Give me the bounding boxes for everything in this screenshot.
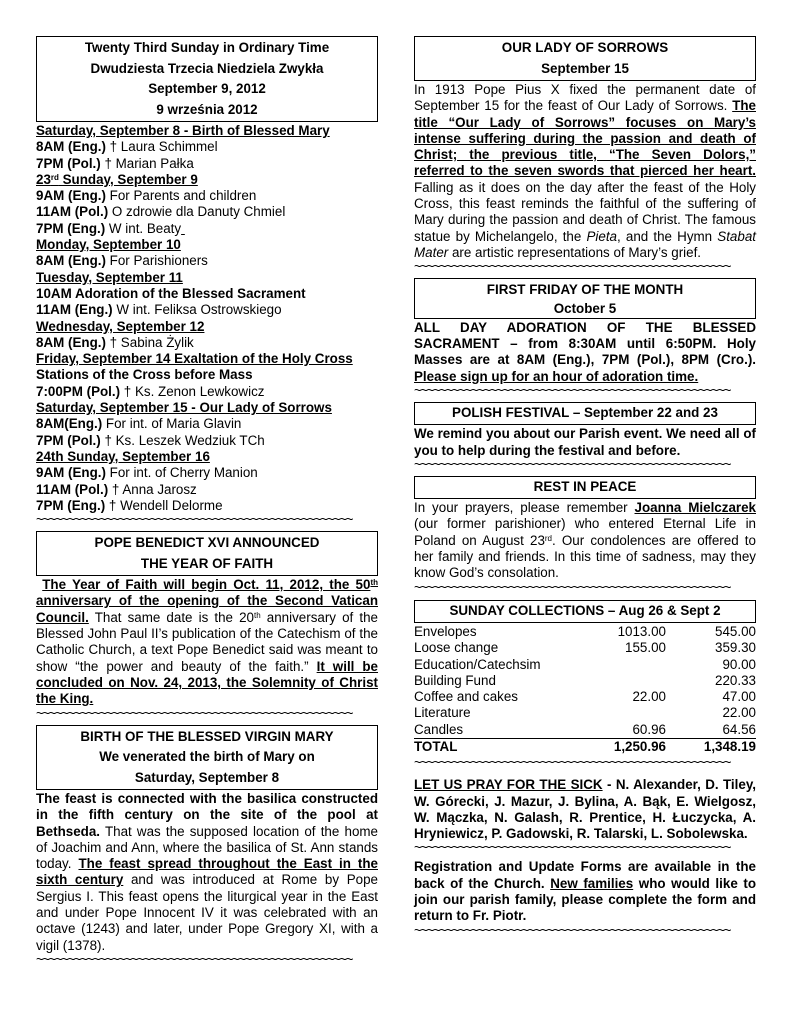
schedule-day-heading: Monday, September 10 <box>36 237 181 253</box>
collection-label: Coffee and cakes <box>414 689 518 705</box>
collection-label: Candles <box>414 722 578 739</box>
collection-amount: 22.00 <box>722 705 756 721</box>
right-column <box>414 36 756 942</box>
separator: ~~~~~~~~~~~~~~~~~~~~~~~~~~~~~~~~~~~~~~~~~~~~~~~~~~ <box>414 924 730 938</box>
rip-section-title: REST IN PEACE <box>414 476 756 499</box>
separator: ~~~~~~~~~~~~~~~~~~~~~~~~~~~~~~~~~~~~~~~~~~~~~~~~~~ <box>414 458 730 472</box>
collection-amount: 47.00 <box>722 689 756 705</box>
separator: ~~~~~~~~~~~~~~~~~~~~~~~~~~~~~~~~~~~~~~~~~~~~~~~~~~ <box>36 514 352 528</box>
separator: ~~~~~~~~~~~~~~~~~~~~~~~~~~~~~~~~~~~~~~~~~~~~~~~~~~ <box>414 842 730 856</box>
collections-section-title: SUNDAY COLLECTIONS – Aug 26 & Sept 2 <box>414 600 756 623</box>
rip-paragraph: In your prayers, please remember Joanna Mielczarek (our former parishioner) who entered Eternal Life in Poland on August 23rd. Our condolences are offered to her family and friends. In this time of sadness, may they know God’s consolation. <box>414 500 757 581</box>
schedule-day-heading: Friday, September 14 Exaltation of the Holy Cross <box>36 351 353 367</box>
collection-amount <box>578 657 666 673</box>
collection-amount: 60.96 <box>578 722 666 739</box>
collections-row <box>414 705 756 721</box>
collections-total-row: TOTAL 1,250.96 1,348.19 <box>414 739 756 754</box>
birth-section-title: BIRTH OF THE BLESSED VIRGIN MARY We venerated the birth of Mary on Saturday, September 8 <box>36 725 378 791</box>
friday-paragraph: ALL DAY ADORATION OF THE BLESSED SACRAMENT – from 8:30AM until 6:50PM. Holy Masses are at 8AM (Eng.), 7PM (Pol.), 8PM (Cro.). Please sign up for an hour of adoration time. <box>414 319 756 384</box>
collection-amount: 22.00 <box>632 689 666 705</box>
birth-paragraph: The feast is connected with the basilica constructed in the fifth century on the site of the pool at Bethseda. That was the supposed location of the home of Joachim and Ann, where the basilica of St. Ann stands today. The feast spread throughout the East in the sixth century and was introduced at Rome by Pope Sergius I. This feast opens the liturgical year in the East and under Pope Innocent IV it was celebrated with an octave (1243) and later, under Pope Gregory XI, with a vigil (1378). <box>36 791 378 953</box>
separator: ~~~~~~~~~~~~~~~~~~~~~~~~~~~~~~~~~~~~~~~~~~~~~~~~~~ <box>36 953 352 967</box>
festival-section-title: POLISH FESTIVAL – September 22 and 23 <box>414 402 756 425</box>
bulletin-header <box>36 36 378 122</box>
collection-label: Building Fund <box>414 672 496 688</box>
collections-row <box>414 657 756 673</box>
schedule-entry: 11AM (Pol.) O zdrowie dla Danuty Chmiel <box>36 204 286 220</box>
registration-paragraph: Registration and Update Forms are available in the back of the Church. New families who would like to join our parish family, please complete the form and return to Fr. Piotr. <box>414 859 756 924</box>
schedule-entry: 7PM (Pol.) † Ks. Leszek Wedziuk TCh <box>36 432 265 448</box>
friday-section-title: FIRST FRIDAY OF THE MONTH October 5 <box>414 278 756 319</box>
collection-label: Loose change <box>414 640 499 656</box>
collection-amount: 220.33 <box>715 672 756 688</box>
collection-amount <box>578 705 666 721</box>
schedule-entry: 10AM Adoration of the Blessed Sacrament <box>36 285 306 301</box>
pope-section-title: POPE BENEDICT XVI ANNOUNCED THE YEAR OF FAITH <box>36 531 378 576</box>
sorrows-paragraph: In 1913 Pope Pius X fixed the permanent date of September 15 for the feast of Our Lady of Sorrows. The title “Our Lady of Sorrows” focuses on Mary’s intense suffering during the passion and death of Christ; the previous title, “The Seven Dolors,” referred to the seven swords that pierced her heart. Falling as it does on the day after the feast of the Holy Cross, this feast reminds the faithful of the suffering of Mary during the passion and death of Christ. The famous statue by Michelangelo, the Pieta, and the Hymn Stabat Mater are artistic representations of Mary’s grief. <box>414 82 756 260</box>
header-title-polish: Dwudziesta Trzecia Niedziela Zwykła <box>90 60 324 76</box>
schedule-day-heading: Saturday, September 15 - Our Lady of Sorrows <box>36 400 332 416</box>
separator: ~~~~~~~~~~~~~~~~~~~~~~~~~~~~~~~~~~~~~~~~~~~~~~~~~~ <box>414 384 730 398</box>
collection-amount: 90.00 <box>722 656 756 672</box>
schedule-entry: 11AM (Eng.) W int. Feliksa Ostrowskiego <box>36 302 282 318</box>
collection-label: Literature <box>414 705 471 721</box>
collection-amount: 64.56 <box>666 722 756 739</box>
header-date: September 9, 2012 <box>148 81 266 96</box>
collection-amount: 155.00 <box>625 640 666 656</box>
separator: ~~~~~~~~~~~~~~~~~~~~~~~~~~~~~~~~~~~~~~~~~~~~~~~~~~ <box>414 581 730 595</box>
schedule-entry: 11AM (Pol.) † Anna Jarosz <box>36 481 197 497</box>
schedule-day-heading: 24th Sunday, September 16 <box>36 448 210 464</box>
schedule-entry: Stations of the Cross before Mass <box>36 367 253 383</box>
schedule-entry: 7PM (Pol.) † Marian Pałka <box>36 155 194 171</box>
collection-amount <box>578 673 666 689</box>
collection-amount: 1013.00 <box>617 623 666 639</box>
header-date-polish: 9 września 2012 <box>156 101 258 117</box>
schedule-entry: 9AM (Eng.) For int. of Cherry Manion <box>36 465 258 481</box>
collections-table <box>414 624 756 755</box>
collection-amount: 359.30 <box>715 640 756 656</box>
schedule-entry: 8AM (Eng.) For Parishioners <box>36 253 208 269</box>
festival-paragraph: We remind you about our Parish event. We need all of you to help during the festival and before. <box>414 426 756 458</box>
separator: ~~~~~~~~~~~~~~~~~~~~~~~~~~~~~~~~~~~~~~~~~~~~~~~~~~ <box>414 757 730 771</box>
schedule-day-heading: Saturday, September 8 - Birth of Blessed Mary <box>36 123 330 138</box>
left-column <box>36 36 378 971</box>
schedule-entry: 7:00PM (Pol.) † Ks. Zenon Lewkowicz <box>36 383 265 399</box>
separator: ~~~~~~~~~~~~~~~~~~~~~~~~~~~~~~~~~~~~~~~~~~~~~~~~~~ <box>36 707 352 721</box>
collection-amount: 545.00 <box>715 623 756 639</box>
schedule-entry: 7PM (Eng.) W int. Beaty <box>36 220 182 236</box>
schedule-day-heading: Wednesday, September 12 <box>36 318 205 334</box>
sick-paragraph: LET US PRAY FOR THE SICK - N. Alexander, D. Tiley, W. Górecki, J. Mazur, J. Bylina, A. Bąk, E. Wielgosz, W. Mączka, N. Galash, R. Prentice, H. Łuczycka, A. Hryniewicz, P. Gadowski, R. Talarski, L. Sobolewska. <box>414 777 756 842</box>
collections-row <box>414 640 756 656</box>
collection-label: Education/Catechsim <box>414 656 541 672</box>
pope-paragraph: The Year of Faith will begin Oct. 11, 2012, the 50th anniversary of the opening of the Second Vatican Council. That same date is the 20th anniversary of the Blessed John Paul II’s publication of the Catechism of the Catholic Church, a text Pope Benedict said was meant to show “the power and beauty of the faith.” It will be concluded on Nov. 24, 2013, the Solemnity of Christ the King. <box>36 577 379 707</box>
collections-row <box>414 689 756 705</box>
sorrows-section-title: OUR LADY OF SORROWS September 15 <box>414 36 756 81</box>
mass-schedule <box>36 123 378 514</box>
schedule-entry: 7PM (Eng.) † Wendell Delorme <box>36 497 223 513</box>
schedule-entry: 8AM(Eng.) For int. of Maria Glavin <box>36 416 242 432</box>
collection-label: Envelopes <box>414 623 477 639</box>
schedule-day-heading: 23rd Sunday, September 9 <box>36 171 198 187</box>
collections-row <box>414 624 756 640</box>
schedule-day-heading: Tuesday, September 11 <box>36 269 183 285</box>
schedule-entry: 8AM (Eng.) † Laura Schimmel <box>36 139 218 155</box>
header-title: Twenty Third Sunday in Ordinary Time <box>84 40 330 55</box>
collections-row <box>414 722 756 739</box>
schedule-entry: 8AM (Eng.) † Sabina Żylik <box>36 334 194 350</box>
schedule-entry: 9AM (Eng.) For Parents and children <box>36 188 257 204</box>
collections-row <box>414 673 756 689</box>
separator: ~~~~~~~~~~~~~~~~~~~~~~~~~~~~~~~~~~~~~~~~~~~~~~~~~~ <box>414 261 730 275</box>
